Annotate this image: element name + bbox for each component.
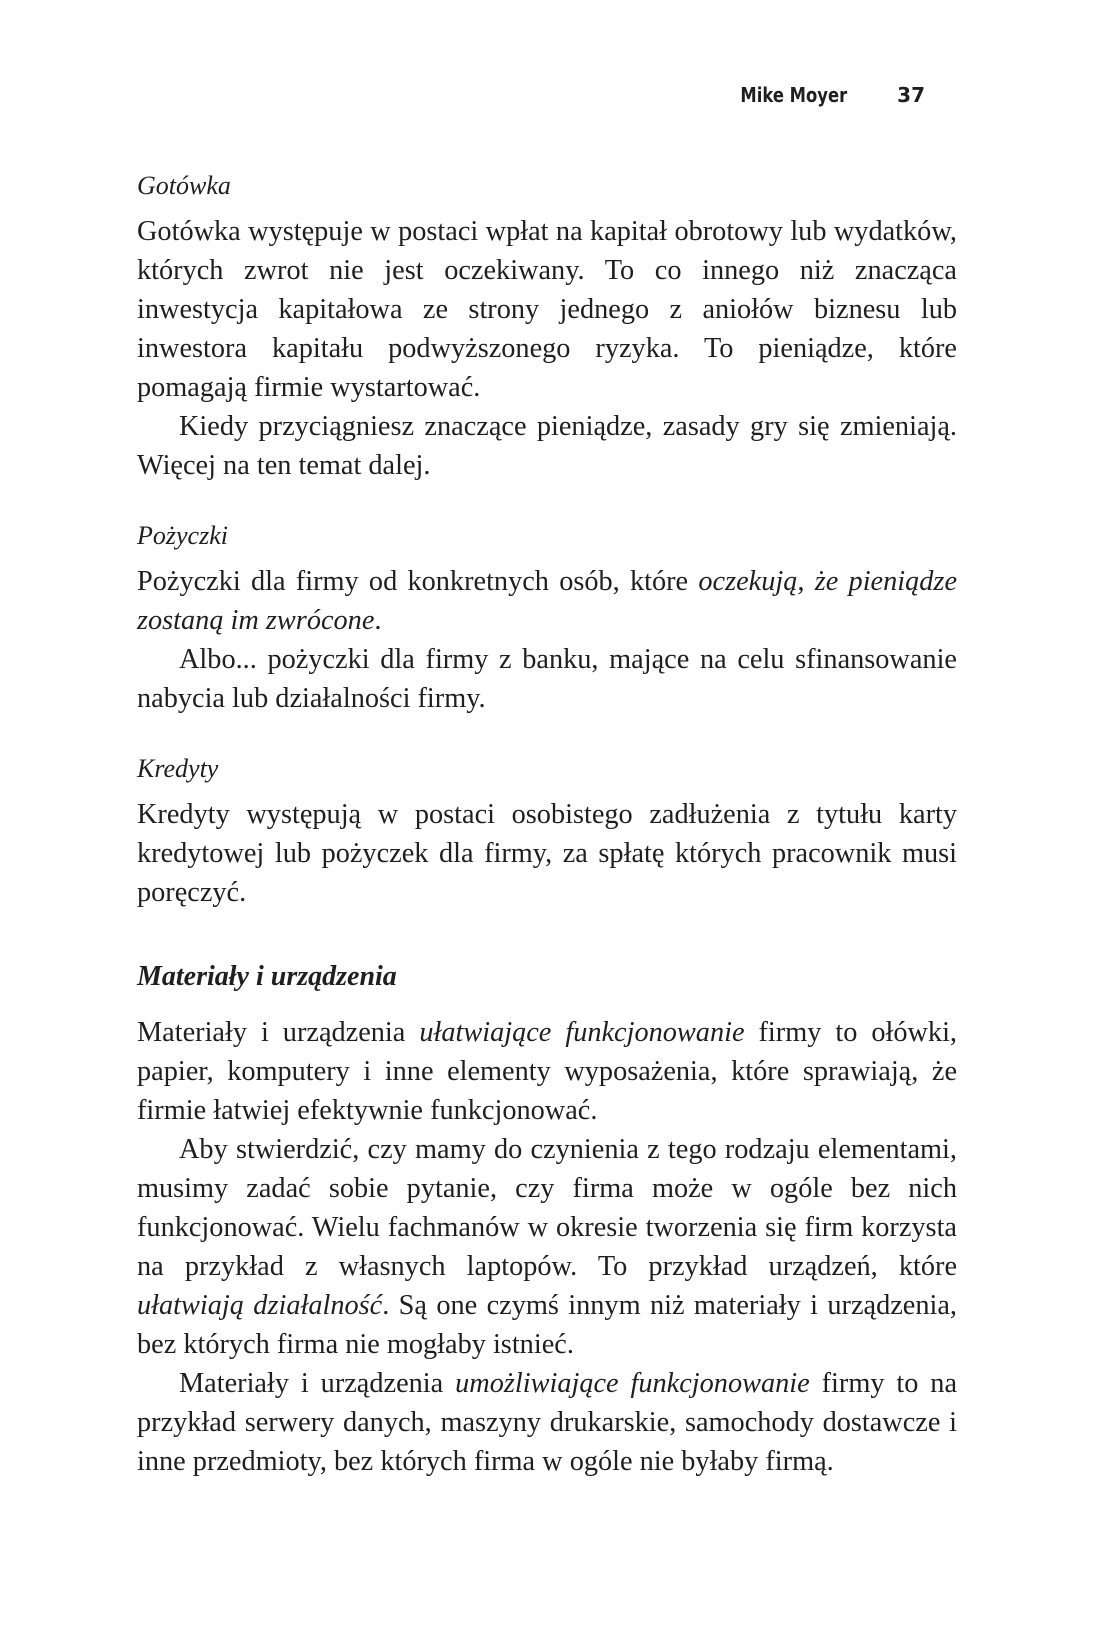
paragraph	[137, 1013, 957, 1130]
emphasis: umożliwiające funkcjonowanie	[455, 1368, 810, 1399]
emphasis: oczekują, że pieniądze zostaną im zwrócone	[137, 566, 957, 636]
paragraph	[137, 1130, 957, 1364]
text-run: Materiały i urządzenia	[137, 1017, 420, 1048]
subheading-kredyty: Kredyty	[137, 754, 219, 783]
text-run: firmy to ołówki, papier, komputery i inne elementy wyposażenia, które sprawiają, że firmie łatwiej efektywnie funkcjonować.	[137, 1017, 957, 1126]
emphasis: ułatwiają działalność	[137, 1290, 383, 1321]
paragraph: Gotówka występuje w postaci wpłat na kapitał obrotowy lub wydatków, których zwrot nie jest oczekiwany. To co innego niż znacząca inwestycja kapitałowa ze strony jednego z aniołów biznesu lub inwestora kapitału podwyższonego ryzyka. To pieniądze, które pomagają firmie wystartować.	[137, 216, 957, 403]
page-body	[137, 168, 957, 1481]
text-run: Materiały i urządzenia	[179, 1368, 456, 1399]
paragraph	[137, 562, 957, 640]
page-number: 37	[897, 83, 925, 107]
text-run: Aby stwierdzić, czy mamy do czynienia z tego rodzaju elementami, musimy zadać sobie pytanie, czy firma może w ogóle bez nich funkcjonować. Wielu fachmanów w okresie tworzenia się firm korzysta na przykład z własnych laptopów. To przykład urządzeń, które	[137, 1134, 957, 1282]
text-run: . Są one czymś innym niż materiały i urządzenia, bez których firma nie mogłaby istnieć.	[137, 1290, 957, 1360]
section-heading-materialy: Materiały i urządzenia	[137, 961, 397, 992]
header-author: Mike Moyer	[740, 83, 848, 107]
paragraph: Albo... pożyczki dla firmy z banku, mające na celu sfinansowanie nabycia lub działalności firmy.	[137, 644, 957, 714]
text-run: .	[374, 605, 382, 636]
text-run: firmy to na przykład serwery danych, maszyny drukarskie, samochody dostawcze i inne przedmioty, bez których firma w ogóle nie byłaby firmą.	[137, 1368, 958, 1477]
paragraph: Kredyty występują w postaci osobistego zadłużenia z tytułu karty kredytowej lub pożyczek dla firmy, za spłatę których pracownik musi poręczyć.	[137, 799, 957, 908]
paragraph	[137, 1364, 957, 1481]
text-run: Pożyczki dla firmy od konkretnych osób, które	[137, 566, 699, 597]
emphasis: ułatwiające funkcjonowanie	[419, 1017, 745, 1048]
paragraph: Kiedy przyciągniesz znaczące pieniądze, zasady gry się zmieniają. Więcej na ten temat dalej.	[137, 411, 957, 481]
running-header	[717, 80, 925, 110]
subheading-gotowka: Gotówka	[137, 171, 231, 200]
subheading-pozyczki: Pożyczki	[137, 521, 228, 550]
